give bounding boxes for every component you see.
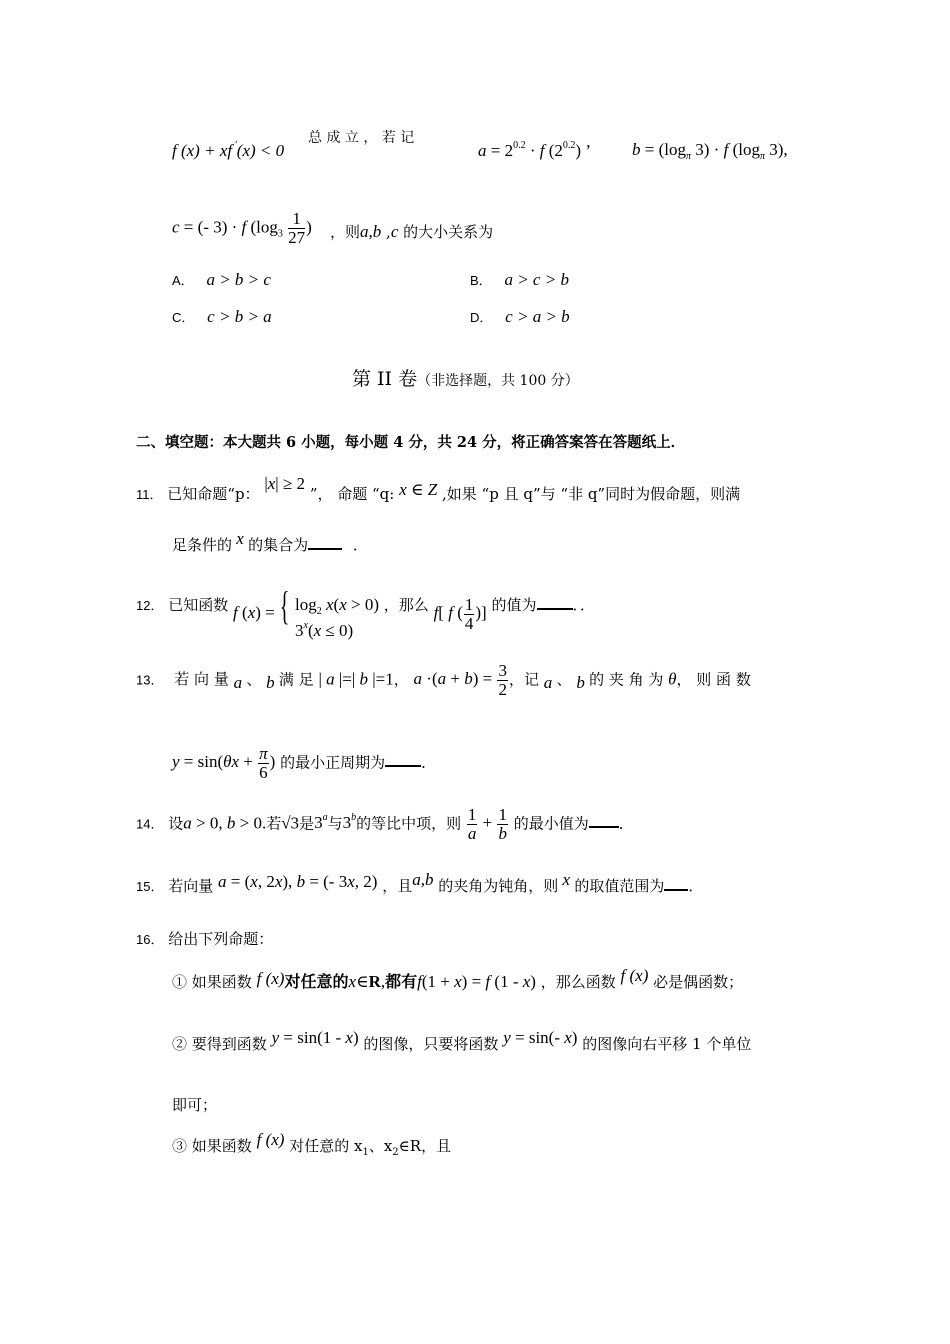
- a-definition: $a = 2^{0.2} \cdot f$ $(2^{0.2})$ ’: [478, 140, 591, 160]
- question-11-line1: 11． 已知命题“p： |x| ≥ 2 ”， 命题 “q: x ∈ Z ,如果 “p 且 q”与 “非 q”同时为假命题，则满: [136, 474, 741, 503]
- question-12: 12． 已知函数 f (x) = { $\log_2 x(x > 0)$ $3^x(x \le 0)$ ，那么 f[ f ( $\frac{1}{4}$ )] 的值为 ．．: [136, 583, 596, 640]
- compare-text: ，则a,b ,c 的大小关系为: [330, 222, 494, 241]
- b-definition: $b = (\log_\pi$ 3) · f ($\log_\pi$ 3),: [632, 140, 788, 162]
- condition-text: 总 成 立 ， 若 记: [308, 130, 415, 146]
- option-a[interactable]: A． a > b > c: [172, 270, 271, 289]
- answer-blank[interactable]: [385, 763, 421, 767]
- answer-blank[interactable]: [589, 824, 619, 828]
- question-15: 15． 若向量 a = (x, 2x), b = (- 3x, 2) ，且a,b 的夹角为钝角，则 x 的取值范围为 ．: [136, 870, 704, 895]
- question-16-intro: 16． 给出下列命题：: [136, 930, 274, 948]
- option-d[interactable]: D． c > a > b: [470, 307, 570, 326]
- section-title: 第 II 卷（非选择题，共 100 分）: [352, 368, 579, 390]
- answer-blank[interactable]: [664, 887, 688, 891]
- question-14: 14． 设a > 0, b > 0.若√3是3$^a$与3$^b$的等比中项，则 $\frac{1}{a}$ + $\frac{1}{b}$ 的最小值为 ．: [136, 805, 634, 843]
- question-16-item2: ② 要得到函数 y = sin(1 - x) 的图像，只要将函数 y = sin(- x) 的图像向右平移 1 个单位: [172, 1028, 752, 1053]
- question-16-item1: ① 如果函数 f (x)对任意的x∈R,都有f(1 + x) = f (1 - x) ，那么函数 f (x) 必是偶函数；: [172, 966, 744, 991]
- c-definition: c = (- 3) · f ($\log_3$ $\frac{1}{27}$ ): [172, 209, 312, 247]
- answer-blank[interactable]: [308, 546, 342, 550]
- question-16-item3: ③ 如果函数 f (x) 对任意的 $x_1$、$x_2\in R$，且: [172, 1130, 452, 1158]
- option-c[interactable]: C． c > b > a: [172, 307, 272, 326]
- option-b[interactable]: B． a > c > b: [470, 270, 569, 289]
- question-13-line1: 13． 若 向 量 a 、 b 满 足 | a |=| b |=1， a ·(a + b) = $\frac{3}{2}$ ，记 a 、 b 的 夹 角 为 θ， 则 函 数: [136, 661, 751, 699]
- section-instruction: 二、填空题：本大题共 6 小题，每小题 4 分，共 24 分，将正确答案答在答题纸上．: [136, 434, 686, 451]
- question-16-item2-cont: 即可；: [172, 1096, 218, 1114]
- condition-formula: f (x) + xf ′(x) < 0: [172, 140, 285, 160]
- question-11-line2: 足条件的 x 的集合为 ．: [172, 529, 368, 554]
- question-13-line2: y = sin(θx + $\frac{\pi}{6}$ ) 的最小正周期为 ．: [172, 744, 437, 782]
- answer-blank[interactable]: [537, 606, 573, 610]
